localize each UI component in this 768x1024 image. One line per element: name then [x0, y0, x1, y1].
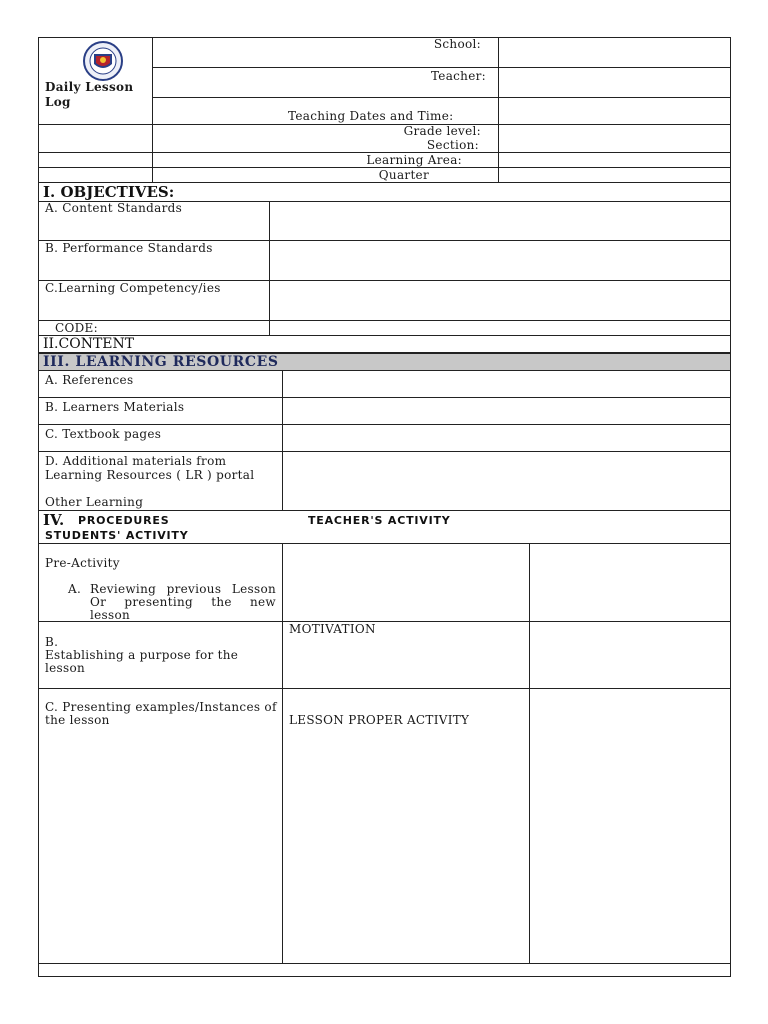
pre-activity-label: Pre-Activity: [45, 556, 120, 570]
resources-heading: III. LEARNING RESOURCES: [43, 354, 279, 370]
lesson-proper-label: LESSON PROPER ACTIVITY: [289, 713, 470, 727]
page-title: Daily Lesson Log: [45, 80, 134, 109]
code-label: CODE:: [55, 321, 98, 335]
school-label: School:: [433, 37, 481, 51]
teaching-dates-label: Teaching Dates and Time:: [288, 109, 454, 123]
deped-seal-icon: [78, 40, 128, 82]
learning-area-label: Learning Area:: [366, 153, 462, 167]
grade-level-label: Grade level:: [403, 124, 481, 138]
objectives-heading: I. OBJECTIVES:: [43, 183, 175, 201]
procedures-heading: PROCEDURES: [78, 514, 170, 527]
textbook-pages-label: C. Textbook pages: [45, 427, 162, 441]
teacher-label: Teacher:: [430, 69, 486, 83]
section-label: Section:: [426, 138, 479, 152]
additional-materials-label: D. Additional materials from Learning Resources ( LR ) portal: [45, 454, 255, 482]
establishing-purpose-label: Establishing a purpose for the lesson: [45, 648, 239, 675]
reviewing-lesson-label: Reviewing previous Lesson Or presenting the new lesson: [90, 582, 276, 622]
presenting-examples-label: C. Presenting examples/Instances of the lesson: [45, 700, 277, 727]
references-label: A. References: [45, 373, 134, 387]
other-learning-label: Other Learning: [45, 495, 144, 509]
content-standards-label: A. Content Standards: [45, 201, 183, 215]
learners-materials-label: B. Learners Materials: [45, 400, 185, 414]
students-activity-header: STUDENTS' ACTIVITY: [45, 529, 189, 542]
procedures-block: [38, 511, 731, 977]
content-heading: II.CONTENT: [43, 336, 135, 352]
motivation-label: MOTIVATION: [289, 622, 376, 636]
item-b-marker: B.: [45, 635, 59, 649]
resources-block: [38, 371, 731, 511]
quarter-label: Quarter: [378, 168, 429, 182]
teachers-activity-header: TEACHER'S ACTIVITY: [308, 514, 451, 527]
performance-standards-label: B. Performance Standards: [45, 241, 213, 255]
procedures-heading-prefix: IV.: [43, 511, 65, 529]
item-a-marker: A.: [68, 582, 82, 596]
learning-competency-label: C.Learning Competency/ies: [45, 281, 221, 295]
